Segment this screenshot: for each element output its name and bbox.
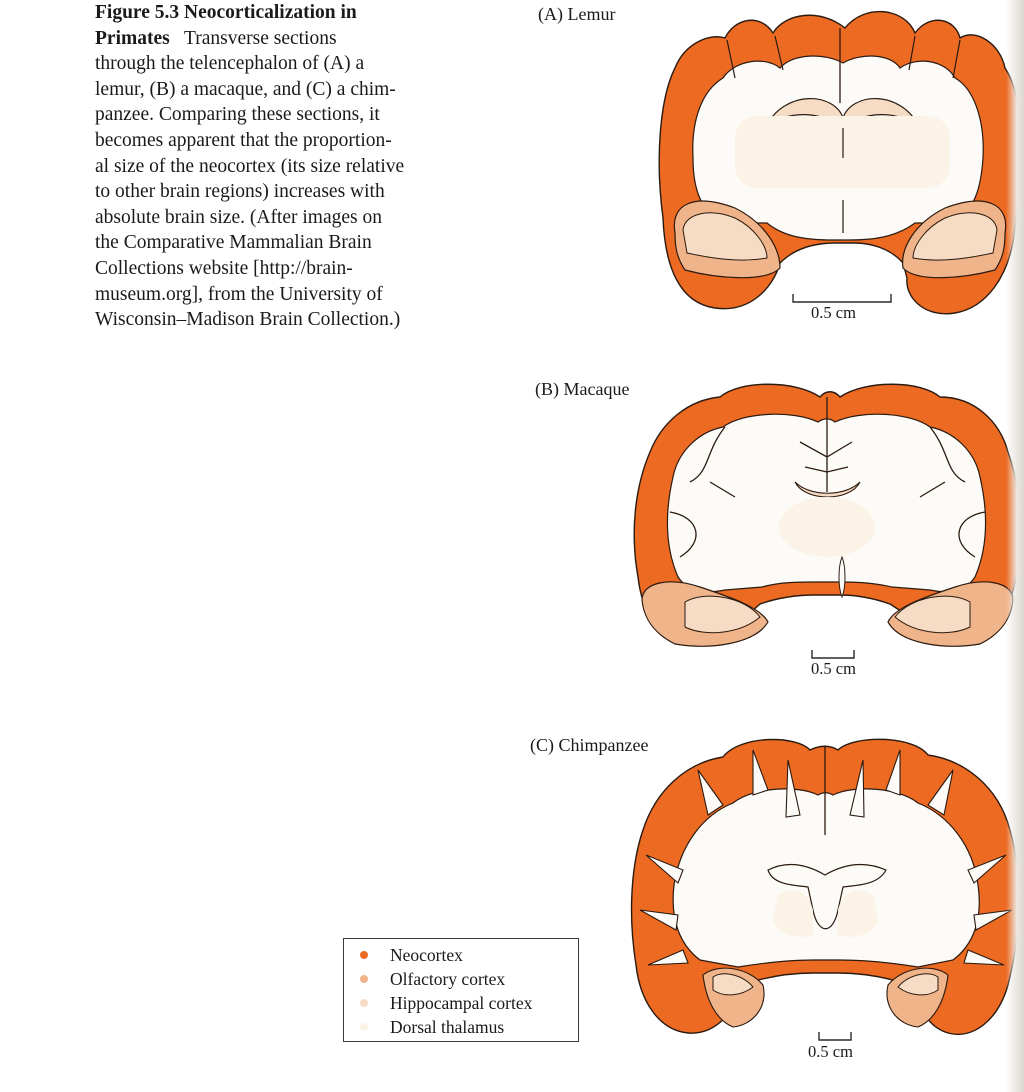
legend-label: Neocortex (390, 945, 463, 965)
caption-line: lemur, (B) a macaque, and (C) a chim- (95, 78, 396, 100)
legend (343, 938, 579, 1042)
caption-line: becomes apparent that the proportion- (95, 129, 392, 151)
caption-line: through the telencephalon of (A) a (95, 53, 365, 75)
caption-line: the Comparative Mammalian Brain (95, 232, 372, 254)
caption-line: Collections website [http://brain- (95, 257, 353, 279)
legend-item (360, 1015, 578, 1039)
legend-item (360, 967, 578, 991)
legend-item (360, 991, 578, 1015)
panel-a-label: (A) Lemur (538, 4, 616, 24)
caption-line: museum.org], from the University of (95, 283, 383, 305)
chimpanzee-scale-bar (818, 1030, 852, 1042)
caption-line: absolute brain size. (After images on (95, 206, 382, 228)
hippocampal-cortex-swatch (360, 999, 368, 1007)
caption-line: panzee. Comparing these sections, it (95, 104, 380, 126)
macaque-brain-section (630, 382, 1024, 682)
legend-label: Olfactory cortex (390, 969, 506, 989)
caption-line: al size of the neocortex (its size relative (95, 155, 405, 177)
caption-line: to other brain regions) increases with (95, 181, 385, 203)
legend-label: Dorsal thalamus (390, 1017, 505, 1037)
chimpanzee-brain-section (628, 735, 1023, 1045)
legend-item (360, 943, 578, 967)
neocortex-swatch (360, 951, 368, 959)
figure-title-part2: Primates (95, 27, 170, 49)
lemur-brain-section (655, 8, 1024, 328)
macaque-dorsal-thalamus (779, 497, 875, 557)
panel-c-label: (C) Chimpanzee (530, 735, 649, 755)
macaque-third-ventricle (839, 557, 845, 597)
dorsal-thalamus-swatch (360, 1023, 368, 1031)
legend-label: Hippocampal cortex (390, 993, 533, 1013)
figure-number: Figure 5.3 (95, 2, 180, 23)
panel-b-label: (B) Macaque (535, 379, 630, 399)
page-edge-shadow (1006, 0, 1024, 1092)
olfactory-cortex-swatch (360, 975, 368, 983)
figure-caption (95, 0, 470, 333)
chimpanzee-scale-label: 0.5 cm (808, 1042, 853, 1061)
figure-title-part1: Neocorticalization in (184, 2, 357, 23)
macaque-scale-label: 0.5 cm (811, 659, 856, 678)
lemur-scale-label: 0.5 cm (811, 303, 856, 322)
caption-line: Wisconsin–Madison Brain Collection.) (95, 309, 401, 331)
caption-first-line: Transverse sections (184, 27, 337, 49)
